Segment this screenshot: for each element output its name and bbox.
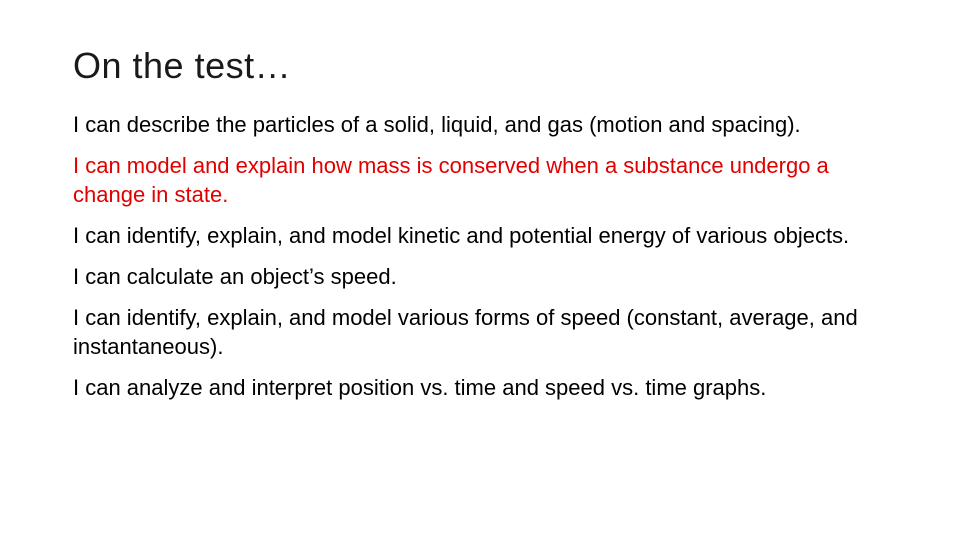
slide-title: On the test… <box>73 45 292 86</box>
objective-item: I can identify, explain, and model kinetic and potential energy of various objects. <box>73 223 850 248</box>
objectives-list <box>73 110 888 414</box>
objective-item: I can identify, explain, and model various forms of speed (constant, average, and instantaneous). <box>73 305 858 359</box>
objective-item: I can describe the particles of a solid, liquid, and gas (motion and spacing). <box>73 112 801 137</box>
objective-item: I can calculate an object’s speed. <box>73 264 397 289</box>
objective-item: I can analyze and interpret position vs. time and speed vs. time graphs. <box>73 375 767 400</box>
objective-item-highlighted: I can model and explain how mass is conserved when a substance undergo a change in state. <box>73 153 829 207</box>
